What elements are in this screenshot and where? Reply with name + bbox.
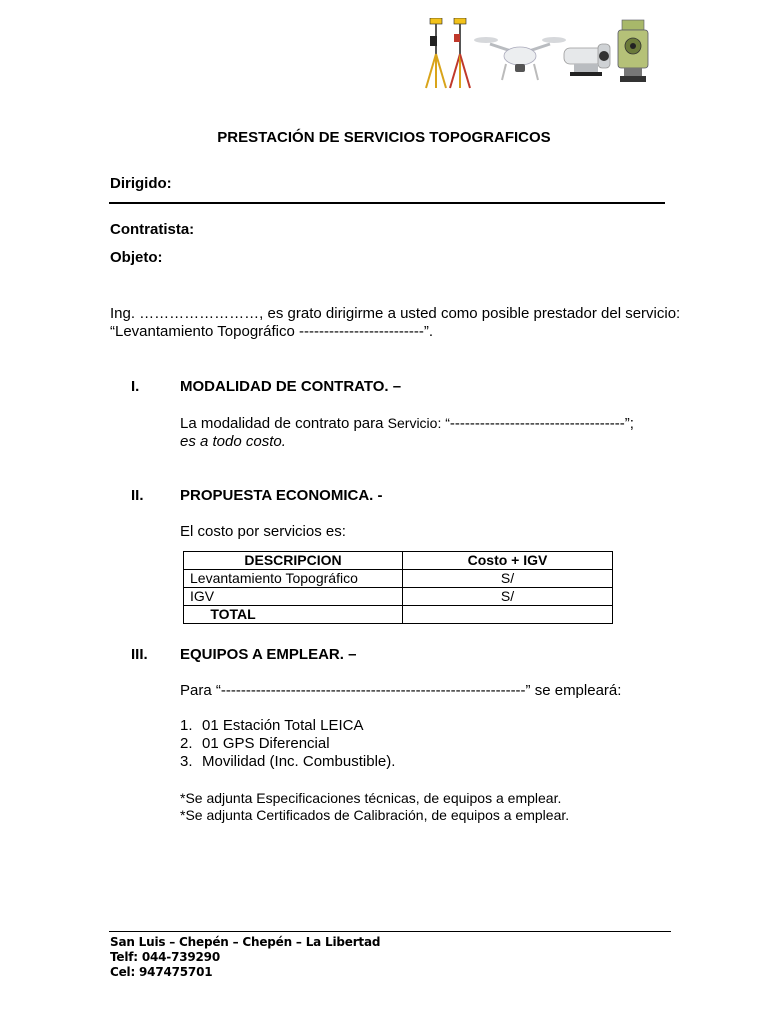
- list-item-number: 2.: [180, 735, 193, 752]
- field-objeto-label: Objeto:: [110, 249, 163, 266]
- table-row: [184, 588, 613, 606]
- level-instrument-icon: [564, 44, 610, 76]
- gps-tripod-icon: [450, 18, 470, 88]
- table-total-row: [184, 606, 613, 624]
- table-cell: S/: [403, 588, 613, 606]
- section-3-intro: Para “-------------------------------------------------------------” se empleará:: [180, 682, 622, 699]
- table-header-row: [184, 552, 613, 570]
- field-dirigido-label: Dirigido:: [110, 175, 172, 192]
- list-item: [180, 735, 395, 753]
- total-station-icon: [618, 20, 648, 82]
- list-item: [180, 753, 395, 771]
- section-3-title: EQUIPOS A EMPLEAR. –: [180, 646, 357, 663]
- table-row: [184, 570, 613, 588]
- list-item: [180, 717, 395, 735]
- list-item-number: 3.: [180, 753, 193, 770]
- note-specifications: *Se adjunta Especificaciones técnicas, de equipos a emplear.: [180, 790, 562, 806]
- section-1-servicio-label: Servicio: “: [387, 415, 450, 431]
- header-equipment-image: [424, 18, 670, 90]
- table-header-descripcion: DESCRIPCION: [184, 552, 403, 570]
- footer-divider: [109, 931, 671, 932]
- table-cell: IGV: [184, 588, 403, 606]
- table-total-value: [403, 606, 613, 624]
- section-3-number: III.: [131, 646, 148, 663]
- cost-table: [183, 551, 613, 624]
- list-item-text: Movilidad (Inc. Combustible).: [202, 753, 396, 770]
- gps-tripod-icon: [426, 18, 446, 88]
- list-item-text: 01 Estación Total LEICA: [202, 717, 364, 734]
- table-cell: S/: [403, 570, 613, 588]
- table-cell: Levantamiento Topográfico: [184, 570, 403, 588]
- intro-line-1: Ing. ……………………, es grato dirigirme a usted como posible prestador del servicio:: [110, 305, 681, 322]
- section-1-number: I.: [131, 378, 140, 395]
- drone-icon: [474, 37, 566, 80]
- list-item-number: 1.: [180, 717, 193, 734]
- document-title: PRESTACIÓN DE SERVICIOS TOPOGRAFICOS: [217, 129, 551, 146]
- equipment-list: [180, 717, 395, 771]
- section-2-number: II.: [131, 487, 144, 504]
- section-1-line-2: es a todo costo.: [180, 433, 286, 450]
- section-2-intro: El costo por servicios es:: [180, 523, 346, 540]
- footer-address: San Luis – Chepén – Chepén – La Libertad: [110, 935, 381, 949]
- footer-telf: Telf: 044-739290: [110, 950, 220, 964]
- section-1-line-1: [180, 415, 634, 432]
- intro-line-2: “Levantamiento Topográfico -------------------------”.: [110, 323, 434, 340]
- field-contratista-label: Contratista:: [110, 221, 195, 238]
- header-divider: [109, 202, 665, 204]
- section-2-title: PROPUESTA ECONOMICA. -: [180, 487, 383, 504]
- section-1-line-1-start: La modalidad de contrato para: [180, 415, 388, 432]
- section-1-line-1-end: -----------------------------------”;: [449, 415, 634, 432]
- footer-cel: Cel: 947475701: [110, 965, 213, 979]
- section-1-title: MODALIDAD DE CONTRATO. –: [180, 378, 402, 395]
- table-total-label: TOTAL: [184, 606, 403, 624]
- list-item-text: 01 GPS Diferencial: [202, 735, 330, 752]
- note-calibration: *Se adjunta Certificados de Calibración, de equipos a emplear.: [180, 807, 570, 823]
- table-header-costo: Costo + IGV: [403, 552, 613, 570]
